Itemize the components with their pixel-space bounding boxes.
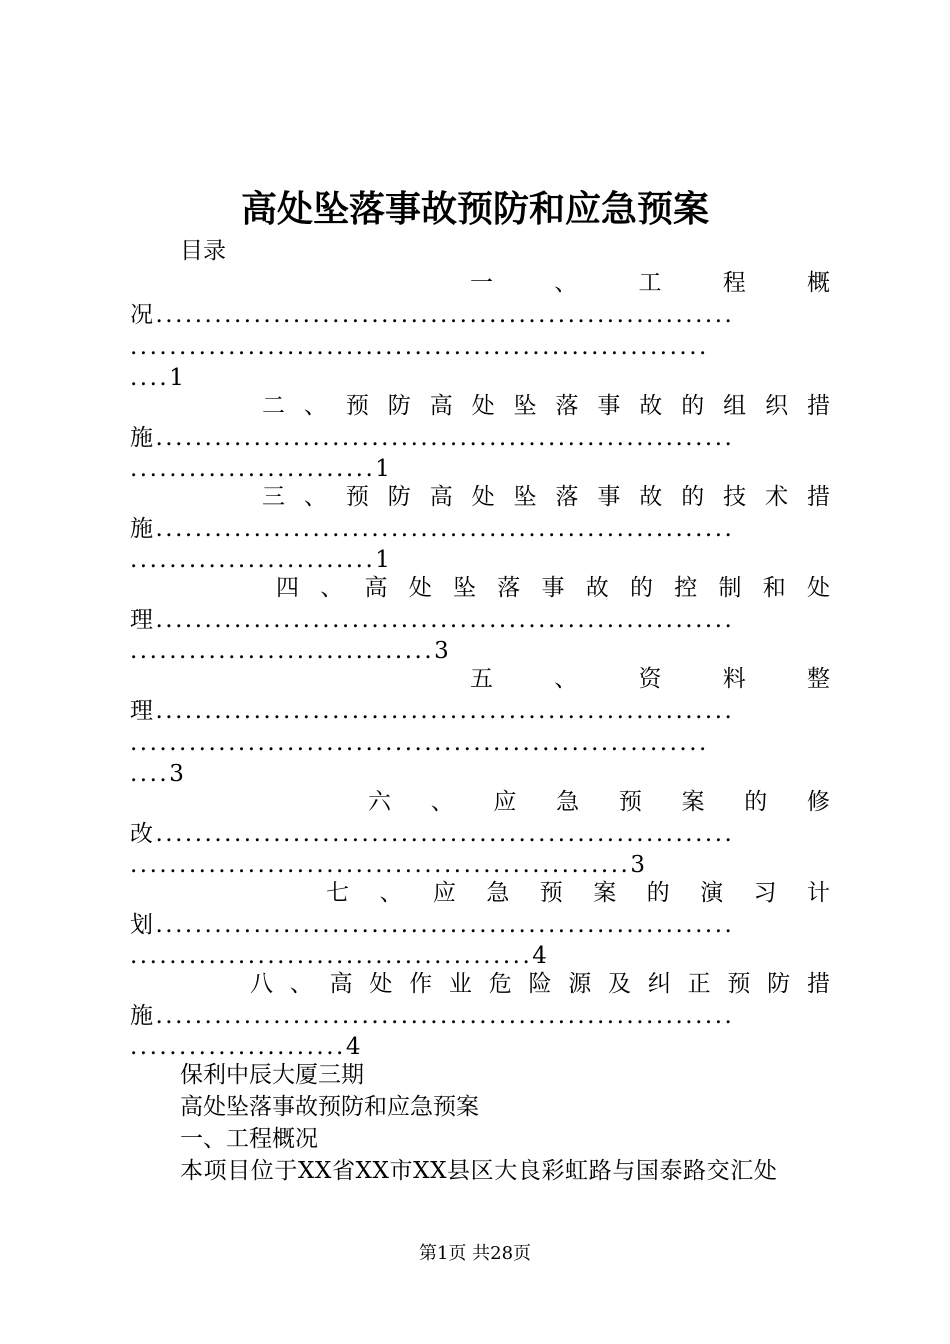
toc-entry-8-page: 4 (345, 1034, 363, 1060)
toc-heading: 目录 (180, 238, 226, 264)
toc-entry-7-page: 4 (532, 943, 550, 969)
toc-entry-8-page-line: ......................4 (130, 1034, 363, 1060)
toc-entry-1-page-line: ....1 (130, 365, 187, 391)
toc-entry-4-heading: 四 、 高 处 坠 落 事 故 的 控 制 和 处 (276, 575, 830, 601)
toc-entry-1-leader: 况........................................................... (130, 302, 735, 328)
toc-entry-2-heading: 二 、 预 防 高 处 坠 落 事 故 的 组 织 措 (262, 393, 830, 419)
toc-entry-4-leader: 理........................................................... (130, 607, 735, 633)
toc-entry-3-page-line: .........................1 (130, 547, 393, 573)
toc-entry-1-heading: 一 、 工 程 概 (470, 270, 830, 296)
toc-entry-3-leader: 施........................................................... (130, 516, 735, 542)
document-title: 高处坠落事故预防和应急预案 (240, 188, 709, 230)
toc-entry-6-heading: 六 、 应 急 预 案 的 修 (368, 789, 830, 815)
toc-entry-5-leader-2: ........................................................... (130, 730, 709, 756)
section-1-heading: 一、工程概况 (180, 1126, 318, 1152)
toc-entry-5-heading: 五 、 资 料 整 (470, 666, 830, 692)
doc-subtitle: 高处坠落事故预防和应急预案 (180, 1094, 479, 1120)
toc-entry-3-page: 1 (375, 547, 393, 573)
toc-entry-4-page-line: ...............................3 (130, 638, 452, 664)
toc-entry-6-page-line: ...................................................3 (130, 852, 648, 878)
toc-entry-2-page-line: .........................1 (130, 456, 393, 482)
page-footer: 第1页 共28页 (418, 1243, 532, 1264)
toc-entry-2-page: 1 (375, 456, 393, 482)
toc-entry-2-leader: 施........................................................... (130, 425, 735, 451)
toc-entry-8-leader: 施........................................................... (130, 1003, 735, 1029)
section-1-paragraph: 本项目位于XX省XX市XX县区大良彩虹路与国泰路交汇处 (180, 1158, 778, 1184)
toc-entry-4-page: 3 (434, 638, 452, 664)
toc-entry-5-page: 3 (169, 761, 187, 787)
toc-entry-7-heading: 七 、 应 急 预 案 的 演 习 计 (326, 880, 830, 906)
toc-entry-7-page-line: .........................................4 (130, 943, 550, 969)
toc-entry-6-page: 3 (630, 852, 648, 878)
toc-entry-7-leader: 划........................................................... (130, 912, 735, 938)
toc-entry-5-leader: 理........................................................... (130, 698, 735, 724)
toc-entry-6-leader: 改........................................................... (130, 821, 735, 847)
toc-entry-8-heading: 八 、 高 处 作 业 危 险 源 及 纠 正 预 防 措 (250, 971, 830, 997)
project-name: 保利中辰大厦三期 (180, 1062, 364, 1088)
toc-entry-5-page-line: ....3 (130, 761, 187, 787)
toc-entry-1-leader-2: ........................................................... (130, 334, 709, 360)
toc-entry-3-heading: 三 、 预 防 高 处 坠 落 事 故 的 技 术 措 (262, 484, 830, 510)
toc-entry-1-page: 1 (169, 365, 187, 391)
